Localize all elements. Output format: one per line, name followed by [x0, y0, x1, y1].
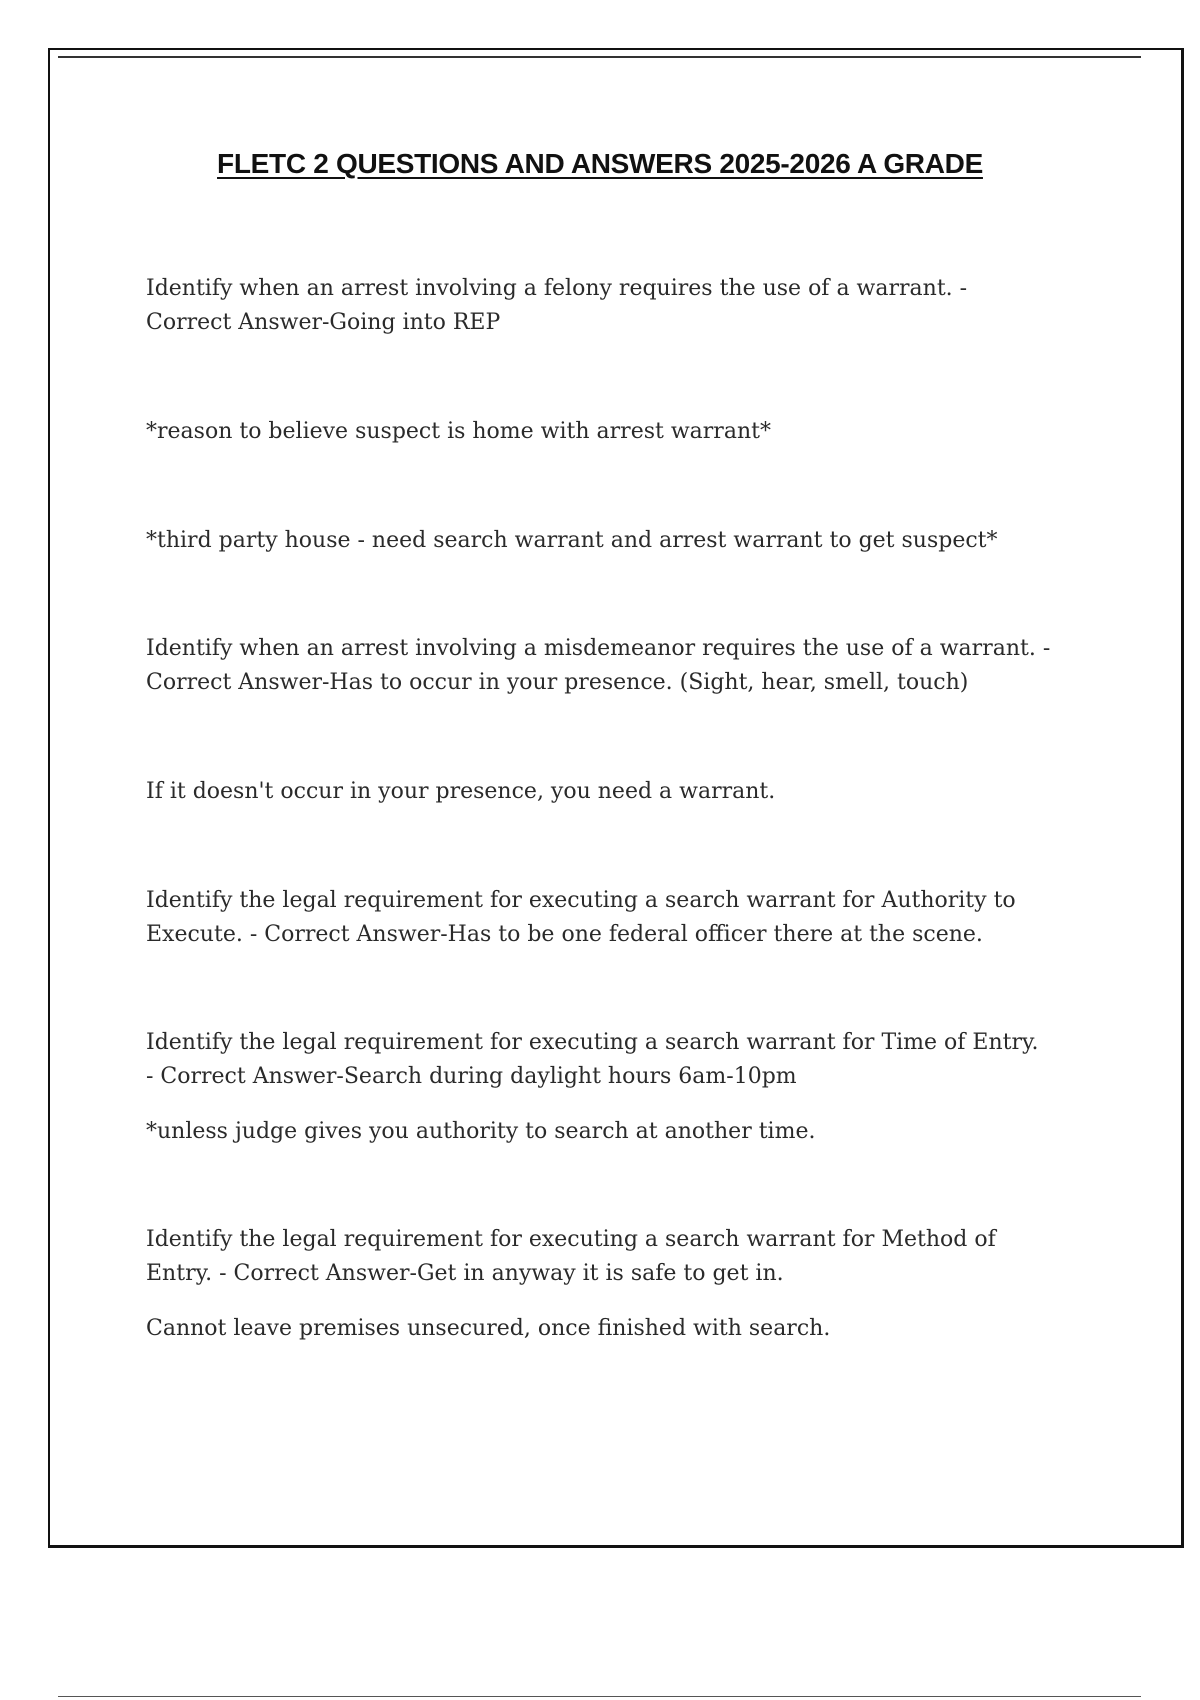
note-third-party-house	[146, 524, 1106, 558]
text-line: Cannot leave premises unsecured, once finished with search.	[146, 1316, 831, 1341]
bottom-rule	[58, 1696, 1141, 1697]
text-line: *third party house - need search warrant and arrest warrant to get suspect*	[146, 528, 998, 553]
text-line: Identify the legal requirement for executing a search warrant for Method of	[146, 1227, 996, 1252]
top-rule	[58, 56, 1141, 58]
question-authority-to-execute	[146, 884, 1106, 952]
question-method-of-entry	[146, 1223, 1106, 1291]
question-time-of-entry	[146, 1026, 1106, 1094]
note-presence	[146, 775, 1106, 809]
text-line: *reason to believe suspect is home with arrest warrant*	[146, 419, 771, 444]
text-line: - Correct Answer-Search during daylight hours 6am-10pm	[146, 1064, 797, 1089]
document-title: FLETC 2 QUESTIONS AND ANSWERS 2025-2026 A GRADE	[217, 148, 983, 179]
text-line: If it doesn't occur in your presence, you need a warrant.	[146, 779, 776, 804]
text-line: Identify the legal requirement for executing a search warrant for Time of Entry.	[146, 1030, 1039, 1055]
text-line: Identify when an arrest involving a felony requires the use of a warrant. -	[146, 276, 968, 301]
text-line: Entry. - Correct Answer-Get in anyway it is safe to get in.	[146, 1261, 784, 1286]
text-line: Correct Answer-Going into REP	[146, 310, 501, 335]
question-misdemeanor-warrant	[146, 632, 1106, 700]
text-line: Identify when an arrest involving a misdemeanor requires the use of a warrant. -	[146, 636, 1051, 661]
note-judge-authority	[146, 1115, 1106, 1149]
text-line: Correct Answer-Has to occur in your presence. (Sight, hear, smell, touch)	[146, 670, 969, 695]
text-line: Execute. - Correct Answer-Has to be one federal officer there at the scene.	[146, 922, 983, 947]
note-premises-unsecured	[146, 1312, 1106, 1346]
text-line: *unless judge gives you authority to search at another time.	[146, 1119, 816, 1144]
question-felony-warrant	[146, 272, 1106, 340]
note-reason-to-believe	[146, 415, 1106, 449]
text-line: Identify the legal requirement for executing a search warrant for Authority to	[146, 888, 1016, 913]
